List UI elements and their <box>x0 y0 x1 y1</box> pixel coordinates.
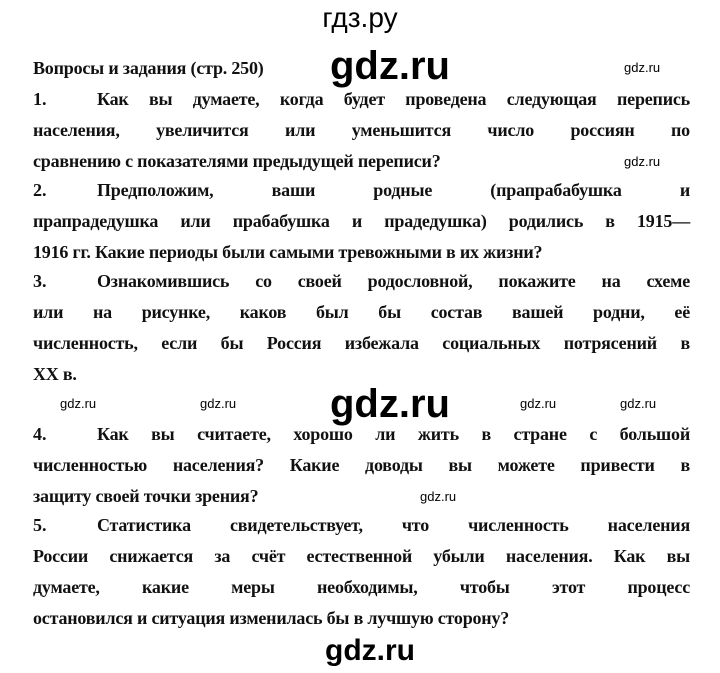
watermark: gdz.ru <box>624 60 661 75</box>
question-text: Предположим, ваши родные (прапрабабушка и <box>97 180 690 200</box>
question-text: населения, увеличится или уменьшится число россиян по <box>33 120 690 140</box>
question-text: Ознакомившись со своей родословной, покажите на схеме <box>97 271 690 291</box>
question-text: численностью населения? Какие доводы вы можете привести в <box>33 455 690 475</box>
watermark: gdz.ru <box>325 634 415 667</box>
watermark: gdz.ru <box>330 382 450 426</box>
question-text: защиту своей точки зрения? <box>33 486 259 506</box>
question-text: думаете, какие меры необходимы, чтобы этот процесс <box>33 577 690 597</box>
watermark: gdz.ru <box>420 489 457 504</box>
question-text: остановился и ситуация изменилась бы в лучшую сторону? <box>33 608 510 628</box>
question-text: численность, если бы Россия избежала социальных потрясений в <box>33 333 690 353</box>
question-text: Как вы считаете, хорошо ли жить в стране с большой <box>97 424 690 444</box>
watermark: gdz.ru <box>520 396 557 411</box>
question-text: или на рисунке, каков был бы состав вашей родни, её <box>33 302 690 322</box>
watermark: gdz.ru <box>200 396 237 411</box>
question-number: 3. <box>33 271 47 291</box>
section-heading: Вопросы и задания (стр. 250) <box>33 58 264 78</box>
watermark: gdz.ru <box>60 396 97 411</box>
site-title: гдз.ру <box>322 2 398 33</box>
question-text: прапрадедушка или прабабушка и прадедушка) родились в 1915— <box>33 211 690 231</box>
watermark: gdz.ru <box>620 396 657 411</box>
question-number: 5. <box>33 515 47 535</box>
question-text: Статистика свидетельствует, что численность населения <box>97 515 690 535</box>
question-text: 1916 гг. Какие периоды были самыми тревожными в их жизни? <box>33 242 543 262</box>
question-number: 4. <box>33 424 47 444</box>
question-number: 2. <box>33 180 47 200</box>
question-text: XX в. <box>33 364 77 384</box>
question-text: сравнению с показателями предыдущей переписи? <box>33 151 441 171</box>
watermark: gdz.ru <box>624 154 661 169</box>
question-number: 1. <box>33 89 47 109</box>
question-text: России снижается за счёт естественной убыли населения. Как вы <box>33 546 690 566</box>
question-text: Как вы думаете, когда будет проведена следующая перепись <box>97 89 690 109</box>
watermark: gdz.ru <box>330 44 450 88</box>
